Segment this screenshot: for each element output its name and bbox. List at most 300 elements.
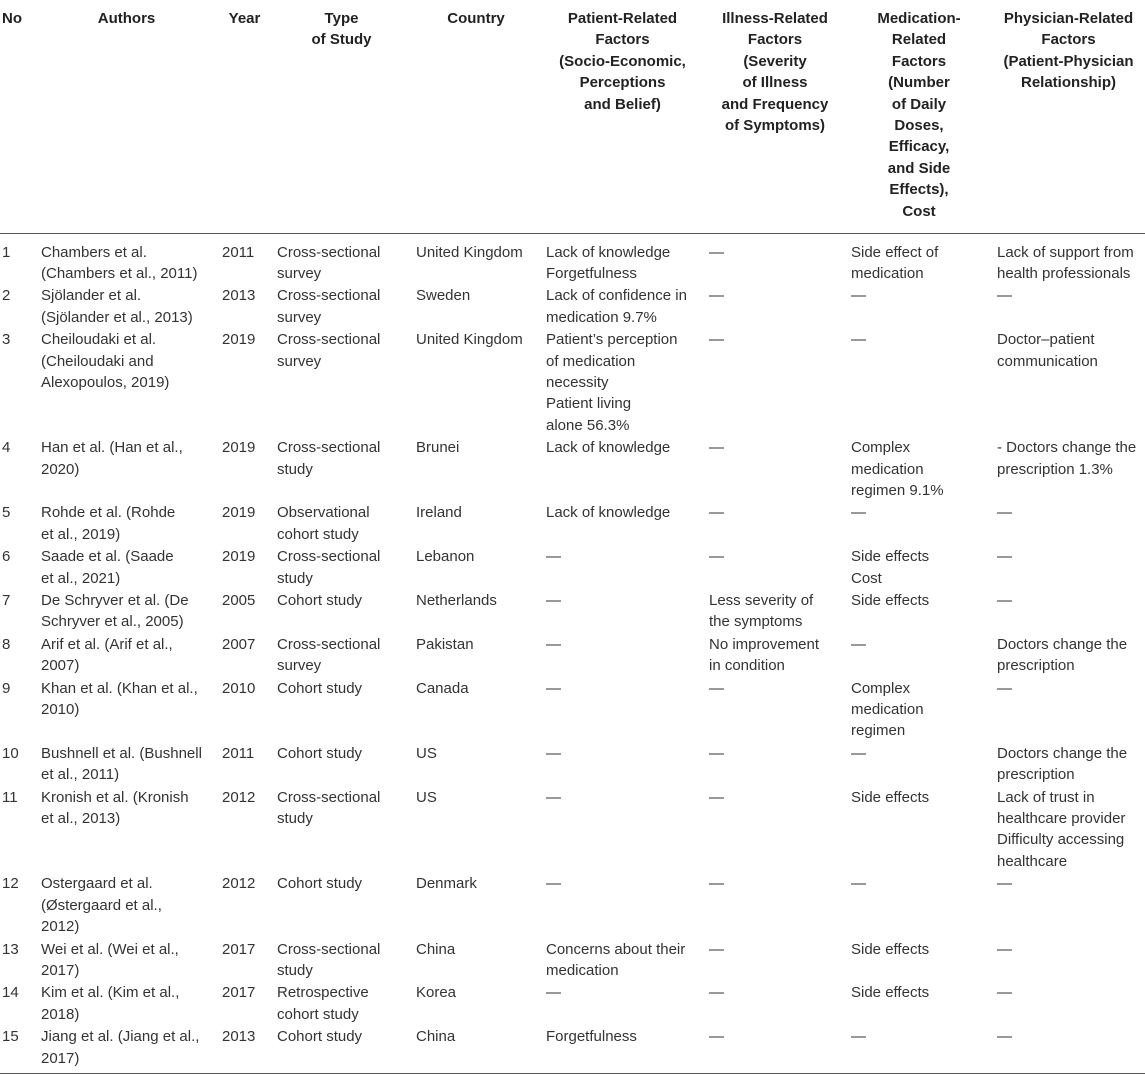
cell-text: Cross-sectional bbox=[277, 243, 381, 261]
cell-text: necessity bbox=[546, 373, 609, 391]
cell-text: — bbox=[997, 940, 1012, 958]
cell-no bbox=[0, 633, 36, 677]
cell-physician-related-factors bbox=[992, 545, 1145, 589]
cell-physician-related-factors bbox=[992, 677, 1145, 742]
cell-patient-related-factors bbox=[541, 938, 704, 982]
cell-text: Forgetfulness bbox=[546, 264, 637, 282]
table-row bbox=[0, 872, 1145, 937]
cell-physician-related-factors bbox=[992, 786, 1145, 873]
cell-illness-related-factors bbox=[704, 742, 846, 786]
cell-text: Doctors change the bbox=[997, 635, 1128, 653]
cell-text: Related bbox=[891, 31, 947, 49]
cell-authors bbox=[36, 233, 217, 284]
cell-text: Lebanon bbox=[416, 548, 475, 566]
table-row bbox=[0, 938, 1145, 982]
header-row bbox=[0, 0, 1145, 233]
cell-text: US bbox=[416, 788, 437, 806]
cell-text: Cross-sectional bbox=[277, 635, 381, 653]
cell-text: Cross-sectional bbox=[277, 331, 381, 349]
cell-physician-related-factors bbox=[992, 436, 1145, 501]
cell-authors bbox=[36, 436, 217, 501]
cell-illness-related-factors bbox=[704, 677, 846, 742]
cell-text: (Number bbox=[888, 74, 950, 92]
column-header-patient-related-factors bbox=[541, 0, 704, 233]
cell-patient-related-factors bbox=[541, 872, 704, 937]
cell-type-of-study bbox=[272, 786, 411, 873]
cell-text: — bbox=[997, 679, 1012, 697]
cell-text: — bbox=[851, 504, 866, 522]
cell-text: survey bbox=[277, 264, 322, 282]
cell-text: — bbox=[709, 788, 724, 806]
cell-type-of-study bbox=[272, 589, 411, 633]
cell-text: of Study bbox=[311, 31, 372, 49]
cell-text: Chambers et al. bbox=[41, 243, 147, 261]
cell-text: Cross-sectional bbox=[277, 548, 381, 566]
cell-text: study bbox=[277, 810, 313, 828]
cell-authors bbox=[36, 872, 217, 937]
cell-text: Schryver et al., 2005) bbox=[41, 613, 184, 631]
cell-text: et al., 2021) bbox=[41, 569, 121, 587]
cell-illness-related-factors bbox=[704, 233, 846, 284]
cell-country bbox=[411, 545, 541, 589]
cell-text: Complex bbox=[851, 439, 911, 457]
cell-illness-related-factors bbox=[704, 872, 846, 937]
cell-medication-related-factors bbox=[846, 633, 992, 677]
cell-text: regimen 9.1% bbox=[851, 481, 944, 499]
cell-no bbox=[0, 284, 36, 328]
cell-text: — bbox=[997, 1028, 1012, 1046]
cell-text: Forgetfulness bbox=[546, 1028, 637, 1046]
cell-authors bbox=[36, 742, 217, 786]
cell-text: — bbox=[851, 635, 866, 653]
cell-text: medication bbox=[851, 264, 924, 282]
cell-text: — bbox=[709, 287, 724, 305]
cell-patient-related-factors bbox=[541, 677, 704, 742]
cell-patient-related-factors bbox=[541, 742, 704, 786]
cell-country bbox=[411, 981, 541, 1025]
cell-text: 14 bbox=[2, 984, 19, 1002]
cell-text: survey bbox=[277, 308, 322, 326]
cell-year bbox=[217, 742, 272, 786]
cell-text: Side effects bbox=[851, 984, 930, 1002]
cell-text: 2017 bbox=[222, 940, 256, 958]
cell-type-of-study bbox=[272, 328, 411, 436]
cell-text: (Østergaard et al., bbox=[41, 896, 162, 914]
cell-text: — bbox=[709, 875, 724, 893]
cell-text: Canada bbox=[416, 679, 469, 697]
cell-text: 10 bbox=[2, 744, 19, 762]
cell-text: US bbox=[416, 744, 437, 762]
cell-text: (Chambers et al., 2011) bbox=[41, 264, 198, 282]
cell-text: Difficulty accessing bbox=[997, 831, 1125, 849]
cell-text: — bbox=[546, 744, 561, 762]
cell-illness-related-factors bbox=[704, 436, 846, 501]
cell-year bbox=[217, 328, 272, 436]
cell-text: 2012 bbox=[222, 788, 256, 806]
cell-text: 1 bbox=[2, 243, 11, 261]
cell-text: Saade et al. (Saade bbox=[41, 548, 174, 566]
cell-no bbox=[0, 786, 36, 873]
cell-text: Country bbox=[447, 10, 505, 27]
cell-text: — bbox=[709, 940, 724, 958]
cell-text: Alexopoulos, 2019) bbox=[41, 373, 170, 391]
cell-text: Ostergaard et al. bbox=[41, 875, 153, 893]
cell-text: study bbox=[277, 961, 313, 979]
cell-text: Cross-sectional bbox=[277, 439, 381, 457]
cell-authors bbox=[36, 677, 217, 742]
cell-text: 2012) bbox=[41, 918, 80, 936]
cell-patient-related-factors bbox=[541, 545, 704, 589]
cell-text: health professionals bbox=[997, 264, 1131, 282]
cell-text: Cheiloudaki et al. bbox=[41, 331, 157, 349]
cell-physician-related-factors bbox=[992, 633, 1145, 677]
cell-text: Patient’s perception bbox=[546, 331, 678, 349]
cell-text: — bbox=[997, 548, 1012, 566]
cell-text: et al., 2013) bbox=[41, 810, 121, 828]
cell-type-of-study bbox=[272, 233, 411, 284]
cell-text: Cohort study bbox=[277, 875, 363, 893]
cell-text: — bbox=[546, 788, 561, 806]
cell-text: Lack of knowledge bbox=[546, 243, 671, 261]
cell-text: Factors bbox=[595, 31, 650, 49]
cell-illness-related-factors bbox=[704, 284, 846, 328]
cell-text: the symptoms bbox=[709, 613, 803, 631]
cell-text: et al., 2011) bbox=[41, 766, 120, 784]
table-row bbox=[0, 981, 1145, 1025]
cell-text: — bbox=[709, 744, 724, 762]
cell-text: Factors bbox=[1041, 31, 1096, 49]
cell-text: Sweden bbox=[416, 287, 471, 305]
cell-physician-related-factors bbox=[992, 938, 1145, 982]
cell-text: 2013 bbox=[222, 1028, 256, 1046]
cell-text: — bbox=[709, 1028, 724, 1046]
cell-text: Jiang et al. (Jiang et al., bbox=[41, 1028, 200, 1046]
cell-text: Cost bbox=[902, 202, 936, 220]
table-row bbox=[0, 677, 1145, 742]
cell-year bbox=[217, 786, 272, 873]
cell-text: — bbox=[546, 984, 561, 1002]
cell-no bbox=[0, 436, 36, 501]
cell-text: study bbox=[277, 460, 313, 478]
cell-text: Lack of support from bbox=[997, 243, 1134, 261]
cell-text: Rohde et al. (Rohde bbox=[41, 504, 176, 522]
cell-text: 2013 bbox=[222, 287, 256, 305]
cell-authors bbox=[36, 981, 217, 1025]
cell-medication-related-factors bbox=[846, 436, 992, 501]
cell-type-of-study bbox=[272, 436, 411, 501]
table-row bbox=[0, 589, 1145, 633]
cell-text: Denmark bbox=[416, 875, 477, 893]
cell-text: Relationship) bbox=[1020, 74, 1116, 92]
cell-patient-related-factors bbox=[541, 436, 704, 501]
cell-text: 3 bbox=[2, 331, 11, 349]
cell-type-of-study bbox=[272, 545, 411, 589]
cell-text: Doses, bbox=[894, 117, 944, 135]
cell-text: 2011 bbox=[222, 243, 255, 261]
cell-physician-related-factors bbox=[992, 981, 1145, 1025]
cell-medication-related-factors bbox=[846, 786, 992, 873]
cell-authors bbox=[36, 589, 217, 633]
cell-text: 2005 bbox=[222, 592, 256, 609]
table-row bbox=[0, 786, 1145, 873]
table-row bbox=[0, 633, 1145, 677]
cell-text: 5 bbox=[2, 504, 11, 522]
cell-text: Sjölander et al. bbox=[41, 287, 142, 305]
cell-medication-related-factors bbox=[846, 284, 992, 328]
cell-text: healthcare provider bbox=[997, 810, 1126, 828]
cell-text: China bbox=[416, 1028, 456, 1046]
cell-text: of Illness bbox=[742, 74, 808, 92]
cell-medication-related-factors bbox=[846, 328, 992, 436]
cell-medication-related-factors bbox=[846, 742, 992, 786]
cell-text: Cross-sectional bbox=[277, 940, 381, 958]
cell-text: — bbox=[709, 548, 724, 566]
cell-text: — bbox=[851, 875, 866, 893]
cell-text: Effects), bbox=[889, 181, 949, 199]
cell-type-of-study bbox=[272, 677, 411, 742]
column-header-type-of-study bbox=[272, 0, 411, 233]
cell-illness-related-factors bbox=[704, 328, 846, 436]
cell-text: survey bbox=[277, 352, 322, 370]
cell-medication-related-factors bbox=[846, 501, 992, 545]
cell-text: 2 bbox=[2, 287, 11, 305]
cell-text: healthcare bbox=[997, 852, 1068, 870]
cell-text: survey bbox=[277, 657, 322, 675]
cell-patient-related-factors bbox=[541, 589, 704, 633]
cell-year bbox=[217, 233, 272, 284]
column-header-illness-related-factors bbox=[704, 0, 846, 233]
cell-text: 2019 bbox=[222, 504, 256, 522]
cell-text: 2017) bbox=[41, 1049, 80, 1067]
cell-text: Doctors change the bbox=[997, 744, 1128, 762]
cell-physician-related-factors bbox=[992, 501, 1145, 545]
cell-text: 2020) bbox=[41, 460, 80, 478]
cell-text: Pakistan bbox=[416, 635, 474, 653]
cell-text: — bbox=[997, 592, 1012, 609]
cell-text: — bbox=[997, 504, 1012, 522]
cell-type-of-study bbox=[272, 872, 411, 937]
table-row bbox=[0, 284, 1145, 328]
cell-text: Kronish et al. (Kronish bbox=[41, 788, 189, 806]
cell-patient-related-factors bbox=[541, 284, 704, 328]
cell-text: Ireland bbox=[416, 504, 462, 522]
cell-text: — bbox=[709, 984, 724, 1002]
cell-no bbox=[0, 545, 36, 589]
cell-text: Lack of knowledge bbox=[546, 504, 671, 522]
cell-text: Factors bbox=[891, 52, 947, 70]
cell-text: Netherlands bbox=[416, 592, 497, 609]
cell-text: — bbox=[851, 744, 866, 762]
cell-type-of-study bbox=[272, 284, 411, 328]
cell-text: 2012 bbox=[222, 875, 256, 893]
cell-country bbox=[411, 633, 541, 677]
cell-type-of-study bbox=[272, 633, 411, 677]
cell-text: Cohort study bbox=[277, 592, 363, 609]
cell-year bbox=[217, 1025, 272, 1073]
column-header-physician-related-factors bbox=[992, 0, 1145, 233]
cell-text: regimen bbox=[851, 722, 906, 740]
cell-country bbox=[411, 233, 541, 284]
cell-text: Side effects bbox=[851, 592, 930, 609]
cell-text: — bbox=[709, 679, 724, 697]
cell-text: Cost bbox=[851, 569, 882, 587]
cell-text: Cross-sectional bbox=[277, 287, 381, 305]
cell-text: medication 9.7% bbox=[546, 308, 657, 326]
cell-year bbox=[217, 545, 272, 589]
cell-text: Cross-sectional bbox=[277, 788, 381, 806]
cell-patient-related-factors bbox=[541, 633, 704, 677]
cell-text: 13 bbox=[2, 940, 19, 958]
cell-text: of Symptoms) bbox=[724, 117, 825, 135]
cell-patient-related-factors bbox=[541, 981, 704, 1025]
cell-text: Kim et al. (Kim et al., bbox=[41, 984, 180, 1002]
cell-country bbox=[411, 677, 541, 742]
cell-text: — bbox=[997, 287, 1012, 305]
cell-text: United Kingdom bbox=[416, 331, 523, 349]
cell-text: of Daily bbox=[891, 95, 947, 113]
cell-text: — bbox=[546, 635, 561, 653]
cell-no bbox=[0, 677, 36, 742]
cell-authors bbox=[36, 501, 217, 545]
cell-illness-related-factors bbox=[704, 981, 846, 1025]
cell-medication-related-factors bbox=[846, 545, 992, 589]
cell-text: 7 bbox=[2, 592, 11, 609]
cell-text: — bbox=[709, 331, 724, 349]
table-header bbox=[0, 0, 1145, 233]
table-row bbox=[0, 1025, 1145, 1073]
cell-type-of-study bbox=[272, 1025, 411, 1073]
cell-text: Authors bbox=[97, 10, 156, 27]
table-row bbox=[0, 501, 1145, 545]
cell-text: (Severity bbox=[743, 52, 807, 70]
cell-text: Side effect of bbox=[851, 243, 939, 261]
cell-text: Physician-Related bbox=[1003, 10, 1134, 27]
cell-text: Patient living bbox=[546, 395, 632, 413]
cell-text: — bbox=[546, 679, 561, 697]
cell-text: 2018) bbox=[41, 1005, 80, 1023]
cell-text: 8 bbox=[2, 635, 11, 653]
cell-patient-related-factors bbox=[541, 1025, 704, 1073]
cell-text: alone 56.3% bbox=[546, 416, 630, 434]
cell-text: Perceptions bbox=[579, 74, 666, 92]
column-header-year bbox=[217, 0, 272, 233]
cell-physician-related-factors bbox=[992, 1025, 1145, 1073]
cell-physician-related-factors bbox=[992, 284, 1145, 328]
cell-text: study bbox=[277, 569, 313, 587]
cell-medication-related-factors bbox=[846, 233, 992, 284]
cell-text: 2019 bbox=[222, 331, 256, 349]
cell-text: in condition bbox=[709, 657, 785, 675]
cell-country bbox=[411, 938, 541, 982]
cell-physician-related-factors bbox=[992, 328, 1145, 436]
cell-text: 12 bbox=[2, 875, 19, 893]
cell-text: 2017 bbox=[222, 984, 256, 1002]
cell-text: Efficacy, bbox=[888, 138, 950, 156]
cell-text: Retrospective bbox=[277, 984, 369, 1002]
cell-authors bbox=[36, 545, 217, 589]
cell-text: (Sjölander et al., 2013) bbox=[41, 308, 193, 326]
cell-text: 2010) bbox=[41, 701, 80, 719]
cell-text: and Side bbox=[887, 159, 951, 177]
cell-no bbox=[0, 1025, 36, 1073]
cell-no bbox=[0, 938, 36, 982]
cell-text: Wei et al. (Wei et al., bbox=[41, 940, 179, 958]
cell-text: 2007) bbox=[41, 657, 80, 675]
cell-country bbox=[411, 436, 541, 501]
cell-text: 2007 bbox=[222, 635, 256, 653]
cell-year bbox=[217, 284, 272, 328]
cell-text: Factors bbox=[747, 31, 803, 49]
table-body bbox=[0, 233, 1145, 1073]
cell-text: Medication- bbox=[877, 10, 961, 27]
cell-text: Khan et al. (Khan et al., bbox=[41, 679, 198, 697]
cell-text: cohort study bbox=[277, 1005, 359, 1023]
cell-no bbox=[0, 872, 36, 937]
table-row bbox=[0, 436, 1145, 501]
cell-text: Year bbox=[228, 10, 261, 27]
cell-no bbox=[0, 589, 36, 633]
cell-medication-related-factors bbox=[846, 589, 992, 633]
cell-text: Side effects bbox=[851, 788, 930, 806]
cell-text: Cohort study bbox=[277, 679, 363, 697]
cell-physician-related-factors bbox=[992, 872, 1145, 937]
cell-authors bbox=[36, 1025, 217, 1073]
cell-text: prescription bbox=[997, 657, 1075, 675]
column-header-country bbox=[411, 0, 541, 233]
cell-illness-related-factors bbox=[704, 786, 846, 873]
cell-physician-related-factors bbox=[992, 742, 1145, 786]
cell-text: medication bbox=[546, 961, 619, 979]
cell-no bbox=[0, 328, 36, 436]
cell-text: Type bbox=[324, 10, 359, 27]
cell-illness-related-factors bbox=[704, 633, 846, 677]
cell-patient-related-factors bbox=[541, 786, 704, 873]
cell-illness-related-factors bbox=[704, 589, 846, 633]
cell-year bbox=[217, 938, 272, 982]
table-row bbox=[0, 233, 1145, 284]
cell-country bbox=[411, 786, 541, 873]
cell-text: and Belief) bbox=[584, 95, 661, 113]
cell-physician-related-factors bbox=[992, 589, 1145, 633]
cell-no bbox=[0, 981, 36, 1025]
cell-text: — bbox=[546, 592, 561, 609]
cell-medication-related-factors bbox=[846, 981, 992, 1025]
cell-year bbox=[217, 589, 272, 633]
cell-text: — bbox=[709, 243, 724, 261]
cell-text: 9 bbox=[2, 679, 11, 697]
cell-authors bbox=[36, 633, 217, 677]
cell-text: et al., 2019) bbox=[41, 525, 121, 543]
cell-text: 11 bbox=[2, 788, 18, 806]
cell-text: Brunei bbox=[416, 439, 460, 457]
table-row bbox=[0, 742, 1145, 786]
cell-text: prescription 1.3% bbox=[997, 460, 1113, 478]
cell-medication-related-factors bbox=[846, 938, 992, 982]
cell-text: 4 bbox=[2, 439, 11, 457]
cell-text: Korea bbox=[416, 984, 457, 1002]
cell-text: 6 bbox=[2, 548, 11, 566]
cell-text: — bbox=[997, 875, 1012, 893]
column-header-no bbox=[0, 0, 36, 233]
cell-text: and Frequency bbox=[721, 95, 829, 113]
cell-text: (Cheiloudaki and bbox=[41, 352, 154, 370]
cell-year bbox=[217, 436, 272, 501]
cell-text: — bbox=[546, 548, 561, 566]
cell-text: — bbox=[851, 1028, 866, 1046]
cell-text: — bbox=[851, 287, 866, 305]
cell-text: — bbox=[851, 331, 866, 349]
cell-authors bbox=[36, 328, 217, 436]
